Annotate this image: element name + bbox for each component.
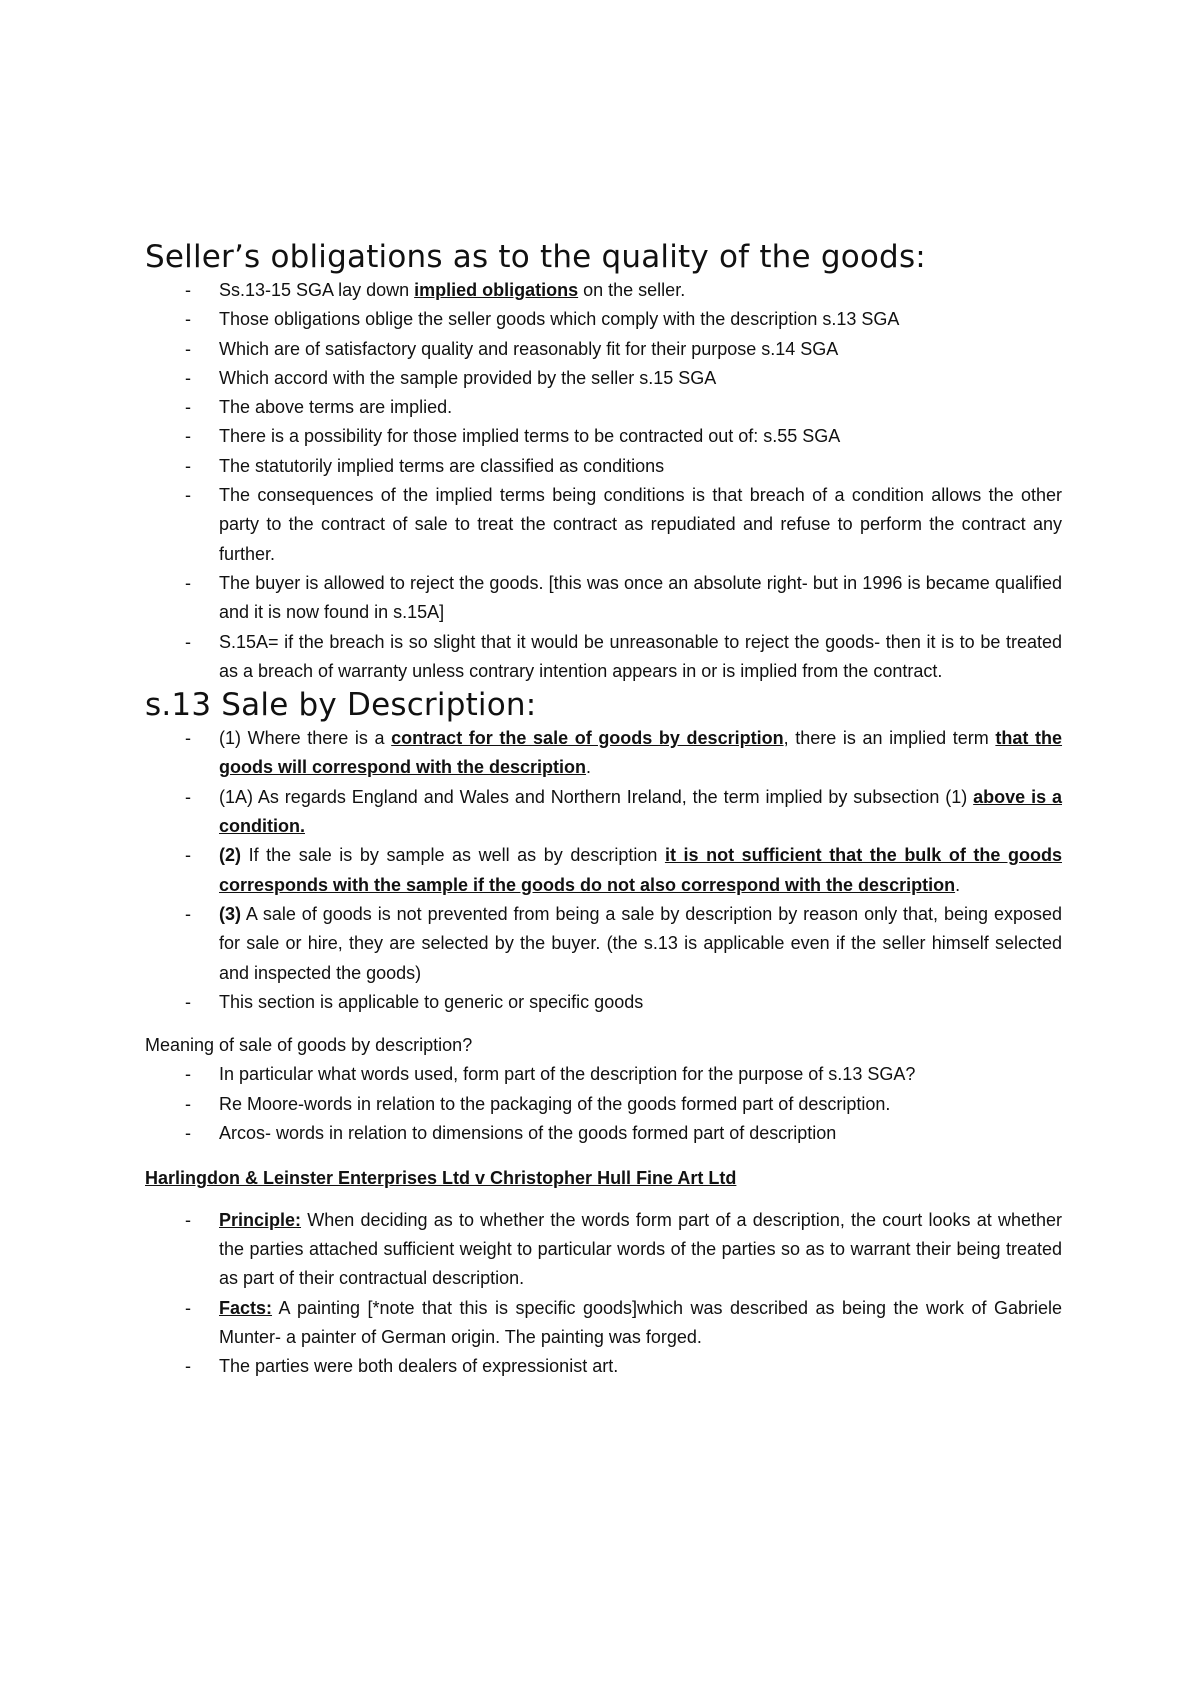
list-item [145, 724, 1062, 783]
list-item-text: . [586, 757, 592, 778]
list-item: - The consequences of the implied terms being conditions is that breach of a condition allows the other party to the contract of sale to treat the contract as repudiated and refuse to perform the contract any further. [145, 481, 1062, 569]
list-item [145, 841, 1062, 900]
list-item: - The buyer is allowed to reject the goods. [this was once an absolute right- but in 1996 is became qualified and it is now found in s.15A] [145, 569, 1062, 628]
list-item: - The above terms are implied. [145, 393, 1062, 422]
subsection-number: (2) [219, 845, 241, 866]
list-item: - In particular what words used, form part of the description for the purpose of s.13 SGA? [145, 1060, 1062, 1089]
list-item: - There is a possibility for those implied terms to be contracted out of: s.55 SGA [145, 422, 1062, 451]
list-item: - The parties were both dealers of expressionist art. [145, 1352, 1062, 1381]
list-item: - Which accord with the sample provided by the seller s.15 SGA [145, 364, 1062, 393]
list-item: - Those obligations oblige the seller goods which comply with the description s.13 SGA [145, 305, 1062, 334]
list-item-text: A sale of goods is not prevented from being a sale by description by reason only that, being exposed for sale or hire, they are selected by the buyer. (the s.13 is applicable even if the seller himself selected and inspected the goods) [219, 903, 1062, 983]
emphasis-text: that the goods will correspond with the description [219, 728, 1063, 778]
document-body [145, 238, 1062, 1381]
emphasis-text: above is a condition. [219, 786, 1062, 837]
question-paragraph: Meaning of sale of goods by description? [145, 1035, 473, 1056]
list-item [145, 276, 1062, 305]
section-heading-seller-obligations: Seller’s obligations as to the quality of the goods: [145, 239, 926, 275]
principle-label: Principle: [219, 1209, 302, 1230]
list-item [145, 900, 1062, 988]
s13-list [145, 724, 1062, 1017]
list-item-text: . [955, 874, 961, 895]
meaning-list [145, 1060, 1062, 1148]
list-item-text: Ss.13-15 SGA lay down [219, 280, 415, 300]
list-item: - S.15A= if the breach is so slight that it would be unreasonable to reject the goods- then it is to be treated as a breach of warranty unless contrary intention appears in or is implied from the contract. [145, 628, 1062, 687]
list-item: - Which are of satisfactory quality and reasonably fit for their purpose s.14 SGA [145, 335, 1062, 364]
section-heading-sale-by-description: s.13 Sale by Description: [145, 687, 537, 724]
list-item-text: (1A) As regards England and Wales and Northern Ireland, the term implied by subsection (1) [219, 786, 974, 807]
list-item-text: If the sale is by sample as well as by description [241, 845, 665, 866]
list-item: - This section is applicable to generic or specific goods [145, 988, 1062, 1017]
list-item [145, 783, 1062, 842]
case-title: Harlingdon & Leinster Enterprises Ltd v Christopher Hull Fine Art Ltd [145, 1168, 737, 1189]
emphasis-text: contract for the sale of goods by description [391, 728, 784, 749]
emphasis-text: implied obligations [414, 280, 579, 300]
list-item-text: (1) Where there is a [219, 728, 392, 749]
case-list [145, 1206, 1062, 1382]
list-item: - The statutorily implied terms are classified as conditions [145, 452, 1062, 481]
list-item: - Re Moore-words in relation to the packaging of the goods formed part of description. [145, 1090, 1062, 1119]
subsection-number: (3) [219, 903, 241, 924]
list-item [145, 1206, 1062, 1294]
facts-label: Facts: [219, 1297, 273, 1318]
obligations-list [145, 276, 1062, 686]
list-item-text: , there is an implied term [783, 728, 996, 749]
list-item: - Arcos- words in relation to dimensions of the goods formed part of description [145, 1119, 1062, 1148]
list-item [145, 1294, 1062, 1353]
list-item-text: on the seller. [578, 280, 686, 300]
list-item-text: A painting [*note that this is specific goods]which was described as being the work of Gabriele Munter- a painter of German origin. The painting was forged. [219, 1297, 1062, 1347]
list-item-text: When deciding as to whether the words form part of a description, the court looks at whether the parties attached sufficient weight to particular words of the parties so as to warrant their being treated as part of their contractual description. [219, 1209, 1062, 1289]
emphasis-text: it is not sufficient that the bulk of the goods corresponds with the sample if the goods do not also correspond with the description [219, 845, 1062, 895]
